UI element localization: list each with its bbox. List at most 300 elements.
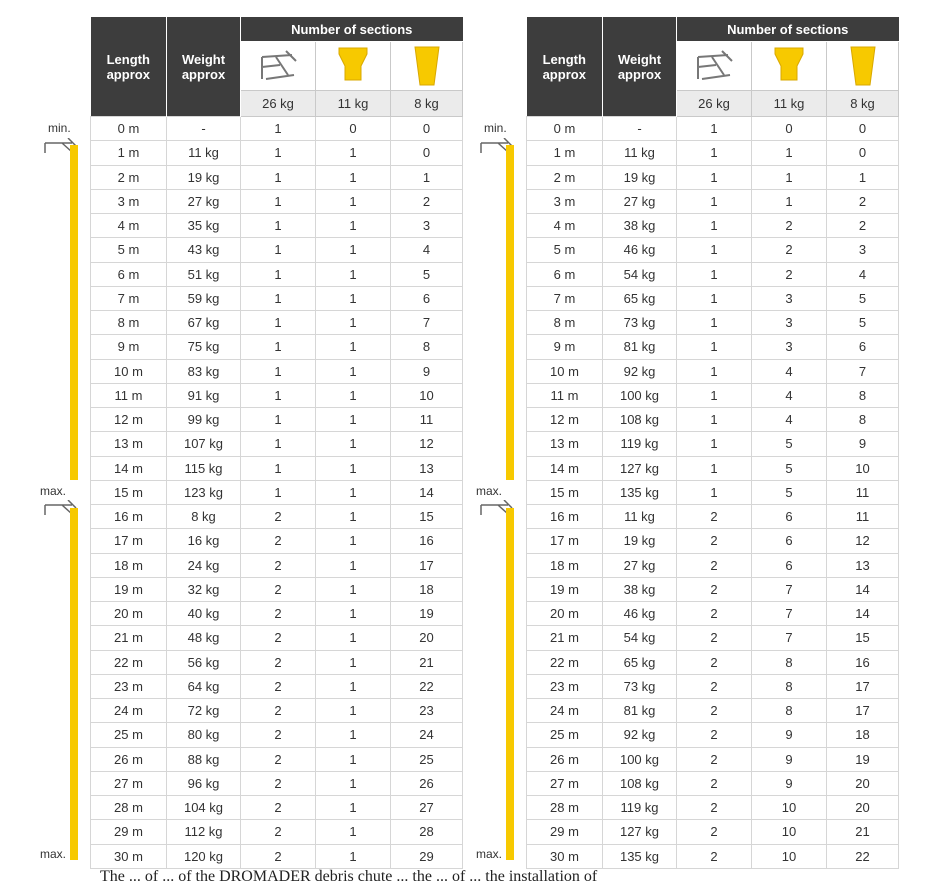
length-cell: 21 m [527, 626, 603, 650]
length-cell: 8 m [91, 311, 167, 335]
table-row [527, 602, 899, 626]
frame-count-cell: 2 [241, 747, 316, 771]
hopper-count-cell: 1 [316, 408, 391, 432]
weight-cell: 96 kg [167, 771, 241, 795]
length-cell: 10 m [91, 359, 167, 383]
weight-cell: 127 kg [603, 820, 677, 844]
hopper-count-cell: 9 [752, 747, 827, 771]
hopper-count-cell: 1 [316, 359, 391, 383]
table-row [91, 626, 463, 650]
section-weight-chute: 8 kg [827, 91, 899, 117]
length-header: Length approx [91, 17, 167, 117]
weight-cell: 120 kg [167, 844, 241, 868]
weight-cell: 48 kg [167, 626, 241, 650]
chute-section-icon [848, 45, 878, 87]
weight-cell: 112 kg [167, 820, 241, 844]
weight-cell: 80 kg [167, 723, 241, 747]
length-cell: 21 m [91, 626, 167, 650]
weight-cell: 81 kg [603, 335, 677, 359]
chute-count-cell: 2 [827, 214, 899, 238]
length-cell: 11 m [91, 383, 167, 407]
sections-header: Number of sections [241, 17, 463, 42]
table-row [91, 189, 463, 213]
frame-count-cell: 1 [241, 117, 316, 141]
length-cell: 9 m [91, 335, 167, 359]
frame-count-cell: 1 [677, 238, 752, 262]
chute-count-cell: 20 [391, 626, 463, 650]
weight-cell: 38 kg [603, 214, 677, 238]
right-max-mid-label: max. [476, 484, 503, 498]
length-cell: 3 m [91, 189, 167, 213]
frame-count-cell: 1 [241, 359, 316, 383]
chute-count-cell: 15 [827, 626, 899, 650]
chute-count-cell: 10 [827, 456, 899, 480]
weight-cell: 100 kg [603, 747, 677, 771]
weight-cell: 11 kg [603, 505, 677, 529]
length-cell: 25 m [527, 723, 603, 747]
hopper-count-cell: 1 [316, 577, 391, 601]
frame-count-cell: 2 [241, 674, 316, 698]
chute-count-cell: 4 [391, 238, 463, 262]
table-row [91, 141, 463, 165]
weight-cell: 99 kg [167, 408, 241, 432]
chute-count-cell: 11 [391, 408, 463, 432]
hopper-count-cell: 1 [316, 262, 391, 286]
length-cell: 4 m [91, 214, 167, 238]
length-cell: 23 m [91, 674, 167, 698]
length-cell: 20 m [527, 602, 603, 626]
table-row [91, 262, 463, 286]
table-row [91, 335, 463, 359]
weight-cell: 27 kg [603, 553, 677, 577]
table-row [527, 796, 899, 820]
table-row [91, 674, 463, 698]
table-row [91, 432, 463, 456]
chute-count-cell: 13 [827, 553, 899, 577]
hopper-count-cell: 6 [752, 505, 827, 529]
frame-count-cell: 1 [677, 456, 752, 480]
frame-count-cell: 1 [677, 117, 752, 141]
table-row [91, 214, 463, 238]
frame-count-cell: 1 [241, 189, 316, 213]
hopper-count-cell: 4 [752, 408, 827, 432]
weight-cell: 19 kg [167, 165, 241, 189]
weight-cell: 115 kg [167, 456, 241, 480]
weight-cell: 107 kg [167, 432, 241, 456]
length-cell: 3 m [527, 189, 603, 213]
table-row [527, 553, 899, 577]
length-cell: 17 m [91, 529, 167, 553]
hopper-section-cell [752, 42, 827, 91]
hopper-count-cell: 8 [752, 699, 827, 723]
hopper-count-cell: 5 [752, 456, 827, 480]
table-row [527, 529, 899, 553]
length-cell: 19 m [91, 577, 167, 601]
table-row [527, 359, 899, 383]
table-row [527, 311, 899, 335]
hopper-count-cell: 4 [752, 359, 827, 383]
table-row [527, 650, 899, 674]
table-row [91, 577, 463, 601]
chute-count-cell: 3 [827, 238, 899, 262]
frame-count-cell: 1 [677, 214, 752, 238]
right-chute-pipe-upper [506, 145, 514, 480]
chute-count-cell: 5 [827, 311, 899, 335]
table-row [91, 699, 463, 723]
frame-count-cell: 2 [677, 577, 752, 601]
table-row [527, 286, 899, 310]
table-row [527, 747, 899, 771]
hopper-count-cell: 9 [752, 771, 827, 795]
frame-count-cell: 2 [677, 771, 752, 795]
table-row [527, 505, 899, 529]
chute-count-cell: 17 [827, 699, 899, 723]
frame-count-cell: 1 [677, 408, 752, 432]
frame-count-cell: 1 [677, 383, 752, 407]
weight-cell: 83 kg [167, 359, 241, 383]
frame-count-cell: 1 [677, 311, 752, 335]
weight-cell: 32 kg [167, 577, 241, 601]
chute-count-cell: 2 [391, 189, 463, 213]
frame-count-cell: 1 [241, 286, 316, 310]
weight-cell: 73 kg [603, 674, 677, 698]
frame-count-cell: 1 [677, 165, 752, 189]
frame-count-cell: 1 [241, 456, 316, 480]
chute-count-cell: 9 [827, 432, 899, 456]
frame-count-cell: 1 [241, 165, 316, 189]
frame-count-cell: 2 [241, 844, 316, 868]
weight-cell: 127 kg [603, 456, 677, 480]
weight-cell: 81 kg [603, 699, 677, 723]
chute-count-cell: 17 [827, 674, 899, 698]
weight-cell: 19 kg [603, 165, 677, 189]
frame-bracket-icon [692, 49, 736, 83]
hopper-count-cell: 1 [316, 214, 391, 238]
hopper-count-cell: 1 [316, 286, 391, 310]
length-cell: 20 m [91, 602, 167, 626]
frame-count-cell: 2 [677, 650, 752, 674]
length-cell: 22 m [91, 650, 167, 674]
frame-count-cell: 1 [677, 286, 752, 310]
weight-cell: 135 kg [603, 480, 677, 504]
left-max-end-label: max. [40, 847, 67, 861]
hopper-count-cell: 1 [316, 844, 391, 868]
table-row [91, 408, 463, 432]
section-weight-frame: 26 kg [677, 91, 752, 117]
length-cell: 7 m [91, 286, 167, 310]
length-cell: 0 m [527, 117, 603, 141]
hopper-count-cell: 1 [316, 796, 391, 820]
length-cell: 1 m [91, 141, 167, 165]
chute-count-cell: 1 [391, 165, 463, 189]
table-row [527, 432, 899, 456]
table-row [527, 238, 899, 262]
right-min-label: min. [484, 121, 507, 135]
chute-count-cell: 14 [391, 480, 463, 504]
hopper-count-cell: 3 [752, 335, 827, 359]
length-cell: 14 m [527, 456, 603, 480]
length-cell: 18 m [527, 553, 603, 577]
length-cell: 29 m [527, 820, 603, 844]
length-cell: 10 m [527, 359, 603, 383]
weight-header: Weight approx [603, 17, 677, 117]
right-table-body [527, 117, 899, 869]
chute-count-cell: 11 [827, 480, 899, 504]
chute-count-cell: 9 [391, 359, 463, 383]
length-cell: 17 m [527, 529, 603, 553]
frame-count-cell: 2 [677, 529, 752, 553]
hopper-count-cell: 1 [316, 699, 391, 723]
length-cell: 28 m [527, 796, 603, 820]
length-cell: 23 m [527, 674, 603, 698]
hopper-count-cell: 8 [752, 650, 827, 674]
chute-count-cell: 20 [827, 771, 899, 795]
frame-count-cell: 1 [677, 262, 752, 286]
frame-count-cell: 2 [241, 577, 316, 601]
length-cell: 18 m [91, 553, 167, 577]
chute-count-cell: 10 [391, 383, 463, 407]
chute-count-cell: 6 [827, 335, 899, 359]
chute-count-cell: 8 [391, 335, 463, 359]
hopper-count-cell: 1 [316, 626, 391, 650]
table-row [527, 189, 899, 213]
frame-count-cell: 1 [241, 214, 316, 238]
weight-cell: 92 kg [603, 359, 677, 383]
chute-count-cell: 24 [391, 723, 463, 747]
weight-cell: - [603, 117, 677, 141]
hopper-count-cell: 2 [752, 262, 827, 286]
weight-cell: 108 kg [603, 771, 677, 795]
left-table-body [91, 117, 463, 869]
chute-count-cell: 7 [391, 311, 463, 335]
table-row [91, 286, 463, 310]
chute-count-cell: 12 [391, 432, 463, 456]
hopper-count-cell: 1 [316, 432, 391, 456]
section-weight-hopper: 11 kg [316, 91, 391, 117]
weight-cell: 59 kg [167, 286, 241, 310]
frame-count-cell: 2 [241, 723, 316, 747]
chute-count-cell: 14 [827, 577, 899, 601]
frame-count-cell: 2 [241, 796, 316, 820]
length-cell: 15 m [527, 480, 603, 504]
chute-count-cell: 0 [827, 141, 899, 165]
hopper-count-cell: 1 [316, 505, 391, 529]
hopper-count-cell: 9 [752, 723, 827, 747]
length-cell: 26 m [527, 747, 603, 771]
hopper-count-cell: 4 [752, 383, 827, 407]
table-row [527, 214, 899, 238]
weight-cell: 123 kg [167, 480, 241, 504]
weight-cell: 46 kg [603, 602, 677, 626]
weight-cell: 119 kg [603, 796, 677, 820]
weight-cell: 135 kg [603, 844, 677, 868]
chute-count-cell: 1 [827, 165, 899, 189]
length-cell: 16 m [91, 505, 167, 529]
frame-count-cell: 2 [677, 723, 752, 747]
table-row [527, 117, 899, 141]
chute-count-cell: 21 [391, 650, 463, 674]
section-weight-hopper: 11 kg [752, 91, 827, 117]
frame-count-cell: 1 [677, 480, 752, 504]
length-cell: 4 m [527, 214, 603, 238]
length-cell: 2 m [91, 165, 167, 189]
table-row [527, 165, 899, 189]
weight-cell: 119 kg [603, 432, 677, 456]
chute-count-cell: 27 [391, 796, 463, 820]
frame-count-cell: 2 [677, 796, 752, 820]
table-row [91, 117, 463, 141]
hopper-count-cell: 1 [316, 674, 391, 698]
hopper-count-cell: 0 [316, 117, 391, 141]
length-cell: 1 m [527, 141, 603, 165]
table-row [91, 359, 463, 383]
table-row [527, 262, 899, 286]
hopper-count-cell: 1 [316, 820, 391, 844]
weight-cell: 19 kg [603, 529, 677, 553]
length-cell: 16 m [527, 505, 603, 529]
weight-cell: 92 kg [603, 723, 677, 747]
frame-count-cell: 2 [677, 674, 752, 698]
table-row [91, 383, 463, 407]
chute-count-cell: 5 [827, 286, 899, 310]
frame-count-cell: 1 [241, 480, 316, 504]
weight-cell: 8 kg [167, 505, 241, 529]
chute-count-cell: 0 [391, 141, 463, 165]
chute-count-cell: 0 [391, 117, 463, 141]
length-cell: 15 m [91, 480, 167, 504]
hopper-count-cell: 1 [316, 189, 391, 213]
right-chute-pipe-lower [506, 508, 514, 860]
hopper-count-cell: 1 [316, 747, 391, 771]
hopper-count-cell: 1 [316, 529, 391, 553]
chute-count-cell: 16 [827, 650, 899, 674]
hopper-count-cell: 5 [752, 480, 827, 504]
frame-count-cell: 1 [241, 335, 316, 359]
table-row [91, 238, 463, 262]
hopper-count-cell: 6 [752, 553, 827, 577]
right-sections-table [526, 17, 899, 869]
chute-count-cell: 4 [827, 262, 899, 286]
length-cell: 25 m [91, 723, 167, 747]
chute-count-cell: 16 [391, 529, 463, 553]
weight-cell: 46 kg [603, 238, 677, 262]
table-row [527, 335, 899, 359]
table-row [527, 771, 899, 795]
chute-count-cell: 13 [391, 456, 463, 480]
table-row [527, 408, 899, 432]
frame-count-cell: 1 [241, 383, 316, 407]
length-cell: 30 m [91, 844, 167, 868]
length-cell: 24 m [91, 699, 167, 723]
left-chute-pipe-lower [70, 508, 78, 860]
length-cell: 19 m [527, 577, 603, 601]
hopper-count-cell: 1 [316, 771, 391, 795]
weight-cell: 35 kg [167, 214, 241, 238]
length-cell: 12 m [527, 408, 603, 432]
table-row [527, 141, 899, 165]
weight-cell: 88 kg [167, 747, 241, 771]
table-row [91, 723, 463, 747]
hopper-count-cell: 1 [316, 335, 391, 359]
hopper-count-cell: 10 [752, 796, 827, 820]
hopper-count-cell: 1 [316, 553, 391, 577]
table-row [527, 844, 899, 868]
length-cell: 0 m [91, 117, 167, 141]
chute-section-icon [412, 45, 442, 87]
hopper-count-cell: 1 [752, 189, 827, 213]
weight-cell: 51 kg [167, 262, 241, 286]
hopper-count-cell: 7 [752, 626, 827, 650]
hopper-count-cell: 10 [752, 844, 827, 868]
weight-cell: 65 kg [603, 286, 677, 310]
hopper-count-cell: 1 [316, 311, 391, 335]
weight-cell: 54 kg [603, 262, 677, 286]
weight-cell: 16 kg [167, 529, 241, 553]
frame-section-cell [241, 42, 316, 91]
weight-cell: 64 kg [167, 674, 241, 698]
section-weight-frame: 26 kg [241, 91, 316, 117]
frame-count-cell: 2 [241, 771, 316, 795]
length-cell: 13 m [527, 432, 603, 456]
hopper-count-cell: 1 [316, 238, 391, 262]
weight-cell: 27 kg [603, 189, 677, 213]
frame-bracket-icon [256, 49, 300, 83]
table-row [91, 602, 463, 626]
length-cell: 27 m [527, 771, 603, 795]
table-row [91, 820, 463, 844]
section-weight-chute: 8 kg [391, 91, 463, 117]
frame-count-cell: 1 [677, 189, 752, 213]
hopper-count-cell: 3 [752, 286, 827, 310]
weight-cell: 11 kg [603, 141, 677, 165]
table-row [91, 165, 463, 189]
hopper-count-cell: 3 [752, 311, 827, 335]
length-cell: 7 m [527, 286, 603, 310]
table-row [527, 456, 899, 480]
table-row [527, 699, 899, 723]
table-row [91, 311, 463, 335]
table-row [91, 796, 463, 820]
chute-count-cell: 2 [827, 189, 899, 213]
chute-count-cell: 6 [391, 286, 463, 310]
chute-count-cell: 8 [827, 408, 899, 432]
frame-count-cell: 2 [677, 820, 752, 844]
frame-count-cell: 2 [677, 747, 752, 771]
weight-cell: 38 kg [603, 577, 677, 601]
frame-count-cell: 2 [241, 626, 316, 650]
frame-count-cell: 2 [241, 553, 316, 577]
chute-count-cell: 0 [827, 117, 899, 141]
weight-cell: 43 kg [167, 238, 241, 262]
weight-cell: 72 kg [167, 699, 241, 723]
chute-count-cell: 17 [391, 553, 463, 577]
frame-count-cell: 1 [677, 141, 752, 165]
frame-count-cell: 2 [677, 602, 752, 626]
chute-count-cell: 22 [827, 844, 899, 868]
length-cell: 11 m [527, 383, 603, 407]
chute-count-cell: 5 [391, 262, 463, 286]
table-row [91, 650, 463, 674]
right-max-end-label: max. [476, 847, 503, 861]
table-row [91, 456, 463, 480]
hopper-count-cell: 2 [752, 238, 827, 262]
frame-count-cell: 2 [241, 602, 316, 626]
length-cell: 12 m [91, 408, 167, 432]
left-chute-pipe-upper [70, 145, 78, 480]
weight-cell: 108 kg [603, 408, 677, 432]
frame-count-cell: 2 [241, 650, 316, 674]
table-row [91, 553, 463, 577]
